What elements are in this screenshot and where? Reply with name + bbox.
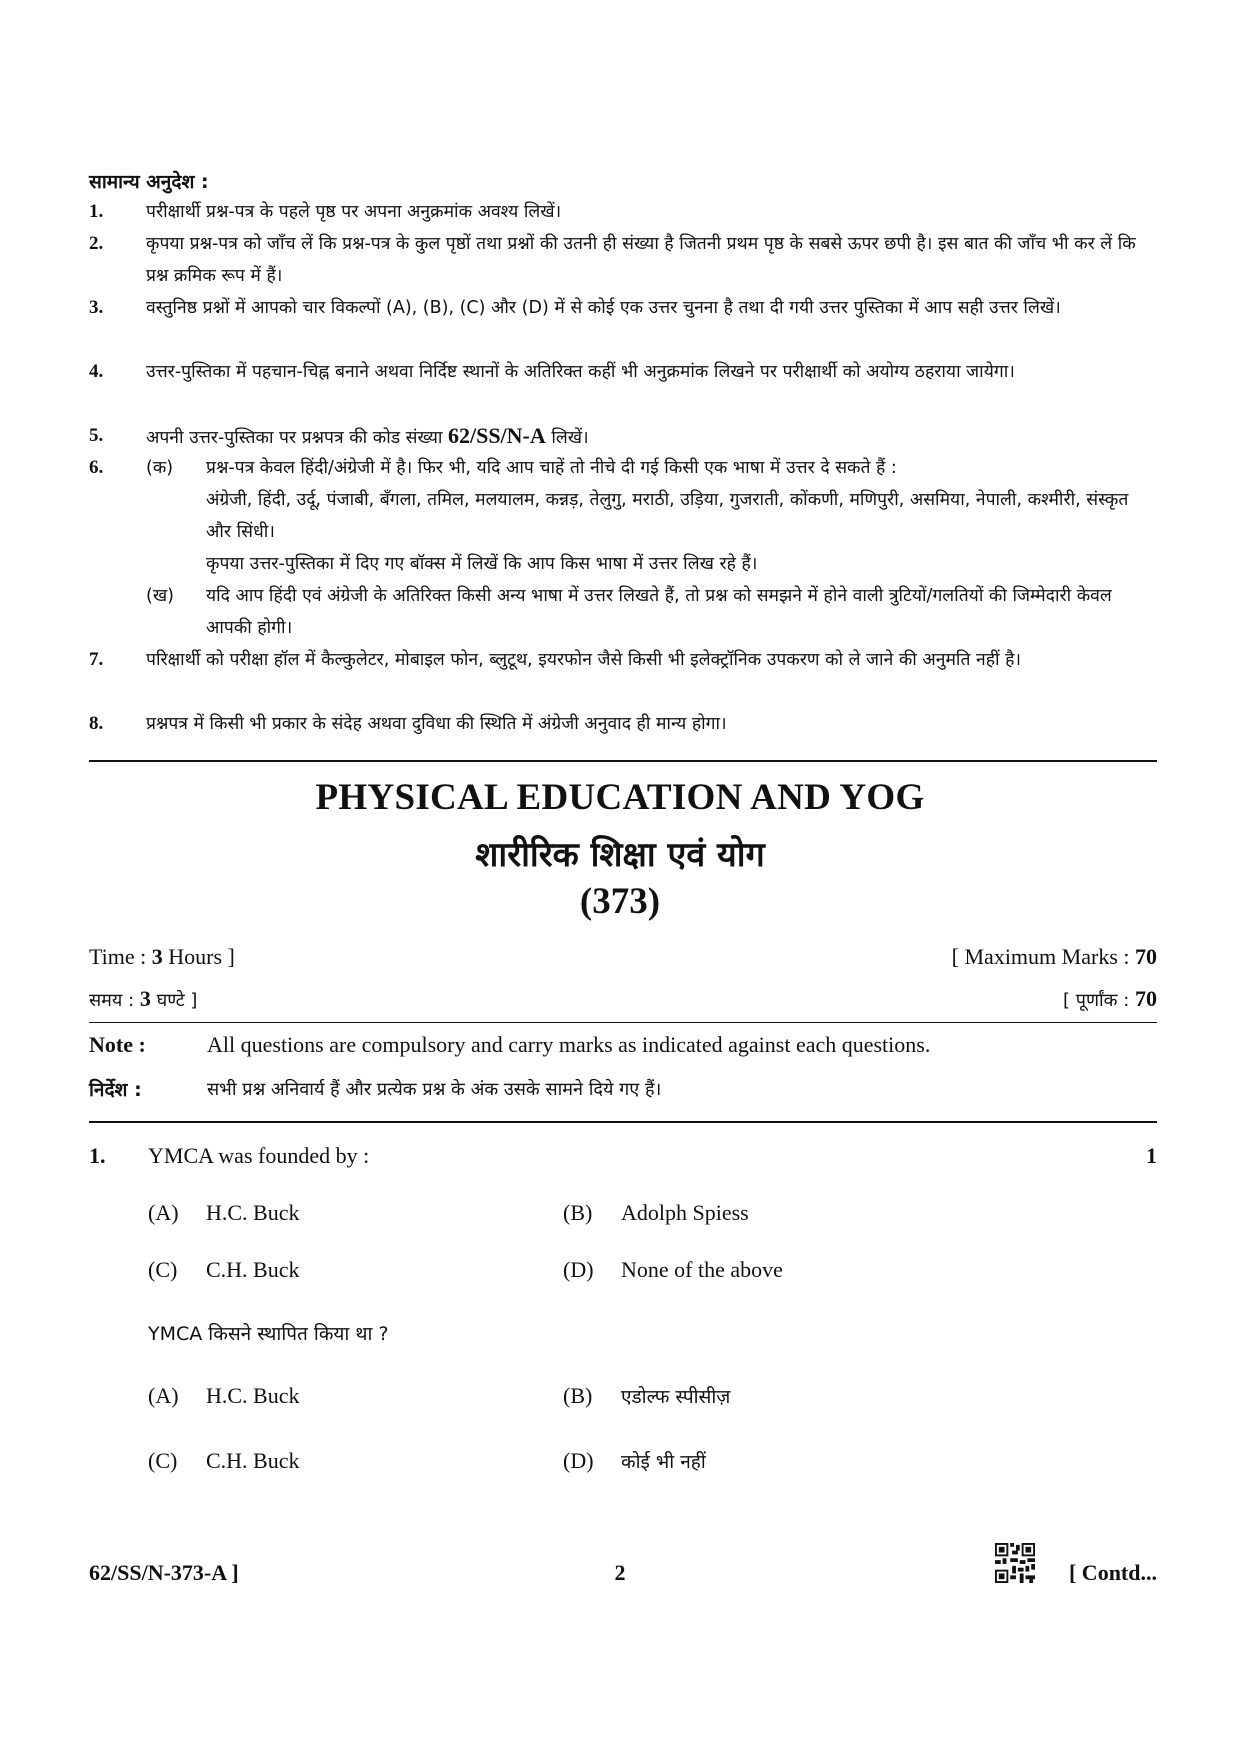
option-text: C.H. Buck — [206, 1448, 300, 1473]
max-marks-value: 70 — [1135, 944, 1157, 969]
option-label: (A) — [148, 1383, 179, 1408]
question-number: 1. — [89, 1143, 106, 1168]
time-english — [89, 944, 235, 970]
general-instructions-title: सामान्य अनुदेश : — [89, 171, 209, 193]
sub-text: यदि आप हिंदी एवं अंग्रेजी के अतिरिक्त किसी अन्य भाषा में उत्तर लिखते हैं, तो प्रश्न को समझने में होने वाली त्रुटियों/गलतियों की जिम्मेदारी केवल आपकी होगी। — [206, 586, 1112, 638]
instruction-3 — [89, 292, 1157, 324]
note-label-hindi: निर्देश : — [89, 1079, 142, 1101]
instruction-text — [146, 420, 1157, 454]
option-a — [148, 1200, 300, 1226]
time-unit-hi: घण्टे ] — [150, 990, 198, 1011]
instruction-number: 1. — [89, 201, 104, 222]
instruction-6-sub-a — [146, 452, 1157, 580]
instruction-text: वस्तुनिष्ठ प्रश्नों में आपको चार विकल्पों (A), (B), (C) और (D) में से कोई एक उत्तर चुनना है तथा दी गयी उत्तर पुस्तिका में आप सही उत्तर लिखें। — [146, 298, 1061, 318]
instruction-text: प्रश्नपत्र में किसी भी प्रकार के संदेह अथवा दुविधा की स्थिति में अंग्रेजी अनुवाद ही मान्य होगा। — [146, 714, 727, 734]
note-text-hindi: सभी प्रश्न अनिवार्य हैं और प्रत्येक प्रश्न के अंक उसके सामने दिये गए हैं। — [207, 1079, 662, 1100]
option-d — [563, 1257, 783, 1283]
instruction-1 — [89, 196, 1157, 228]
continued-label: [ Contd... — [1068, 1560, 1157, 1585]
option-b-hindi — [563, 1383, 730, 1409]
footer-paper-code: 62/SS/N-373-A ] — [89, 1560, 239, 1585]
note-text: All questions are compulsory and carry marks as indicated against each questions. — [207, 1032, 931, 1057]
option-text: None of the above — [621, 1257, 783, 1282]
qr-code-icon — [995, 1543, 1035, 1583]
max-marks-value-hi: 70 — [1135, 986, 1157, 1011]
option-label: (D) — [563, 1257, 594, 1282]
instruction-number: 3. — [89, 297, 104, 318]
option-label: (A) — [148, 1200, 179, 1225]
option-text: कोई भी नहीं — [621, 1451, 706, 1473]
instruction-number: 5. — [89, 425, 104, 446]
subject-code: (373) — [579, 881, 661, 922]
instruction-6-sub-b — [146, 580, 1157, 644]
instruction-7 — [89, 644, 1157, 676]
instruction-4 — [89, 356, 1157, 388]
page-number: 2 — [614, 1560, 626, 1585]
subject-title-english: PHYSICAL EDUCATION AND YOG — [315, 777, 925, 818]
instruction-number: 4. — [89, 361, 104, 382]
instruction-text-before: अपनी उत्तर-पुस्तिका पर प्रश्नपत्र की कोड संख्या — [146, 428, 448, 448]
instruction-number: 6. — [89, 457, 104, 478]
instruction-text: कृपया प्रश्न-पत्र को जाँच लें कि प्रश्न-पत्र के कुल पृष्ठों तथा प्रश्नों की उतनी ही संख्या है जितनी प्रथम पृष्ठ के सबसे ऊपर छपी है। इस बात की जाँच भी कर लें कि प्रश्न क्रमिक रूप में हैं। — [146, 234, 1136, 286]
sub-text-line1: प्रश्न-पत्र केवल हिंदी/अंग्रेजी में है। फिर भी, यदि आप चाहें तो नीचे दी गई किसी एक भाषा में उत्तर दे सकते हैं : — [206, 458, 897, 478]
option-text: C.H. Buck — [206, 1257, 300, 1282]
question-text: YMCA was founded by : — [148, 1143, 370, 1168]
max-marks-hindi — [1063, 986, 1157, 1012]
instruction-text-after: लिखें। — [545, 428, 589, 448]
paper-code: 62/SS/N-A — [447, 423, 546, 448]
instruction-number: 2. — [89, 233, 104, 254]
option-b — [563, 1200, 749, 1226]
max-marks-label-hi: [ पूर्णांक : — [1063, 990, 1135, 1011]
max-marks-label: [ Maximum Marks : — [951, 944, 1135, 969]
instruction-text: परिक्षार्थी को परीक्षा हॉल में कैल्कुलेटर, मोबाइल फोन, ब्लुटूथ, इयरफोन जैसे किसी भी इलेक्ट्रॉनिक उपकरण को ले जाने की अनुमति नहीं है। — [146, 650, 1022, 670]
instruction-5 — [89, 420, 1157, 454]
option-text: Adolph Spiess — [621, 1200, 749, 1225]
sub-marker: (ख) — [146, 586, 174, 606]
instruction-text: उत्तर-पुस्तिका में पहचान-चिह्न बनाने अथवा निर्दिष्ट स्थानों के अतिरिक्त कहीं भी अनुक्रमांक लिखने पर परीक्षार्थी को अयोग्य ठहराया जायेगा। — [146, 362, 1015, 382]
option-text: H.C. Buck — [206, 1200, 300, 1225]
option-text: एडोल्फ स्पीसीज़ — [621, 1386, 731, 1408]
option-label: (B) — [563, 1200, 593, 1225]
option-d-hindi — [563, 1448, 706, 1474]
option-c — [148, 1257, 300, 1283]
time-value: 3 — [151, 944, 163, 969]
subject-title-hindi: शारीरिक शिक्षा एवं योग — [475, 835, 765, 875]
sub-marker: (क) — [146, 458, 174, 478]
option-a-hindi — [148, 1383, 300, 1409]
option-label: (D) — [563, 1448, 594, 1473]
sub-text-line3: कृपया उत्तर-पुस्तिका में दिए गए बॉक्स में लिखें कि आप किस भाषा में उत्तर लिख रहे हैं। — [206, 554, 758, 574]
instruction-text: परीक्षार्थी प्रश्न-पत्र के पहले पृष्ठ पर अपना अनुक्रमांक अवश्य लिखें। — [146, 202, 562, 222]
time-hindi — [89, 986, 197, 1012]
divider — [89, 760, 1157, 762]
divider — [89, 1022, 1157, 1023]
time-unit: Hours ] — [162, 944, 235, 969]
instruction-number: 7. — [89, 649, 104, 670]
time-value-hi: 3 — [139, 986, 151, 1011]
note-label: Note : — [89, 1032, 146, 1057]
instruction-8 — [89, 708, 1157, 740]
option-label: (C) — [148, 1257, 178, 1282]
question-text-hindi: YMCA किसने स्थापित किया था ? — [148, 1323, 389, 1345]
option-label: (B) — [563, 1383, 593, 1408]
divider — [89, 1121, 1157, 1123]
instruction-2 — [89, 228, 1157, 292]
question-marks: 1 — [1146, 1143, 1157, 1168]
instruction-number: 8. — [89, 713, 104, 734]
option-c-hindi — [148, 1448, 300, 1474]
sub-text-line2: अंग्रेजी, हिंदी, उर्दू, पंजाबी, बँगला, तमिल, मलयालम, कन्नड़, तेलुगु, मराठी, उड़िया, गुजराती, कोंकणी, मणिपुरी, असमिया, नेपाली, कश्मीरी, संस्कृत और सिंधी। — [206, 490, 1129, 542]
time-label: Time : — [89, 944, 152, 969]
time-label-hi: समय : — [89, 990, 140, 1011]
option-text: H.C. Buck — [206, 1383, 300, 1408]
max-marks-english — [952, 944, 1157, 970]
option-label: (C) — [148, 1448, 178, 1473]
